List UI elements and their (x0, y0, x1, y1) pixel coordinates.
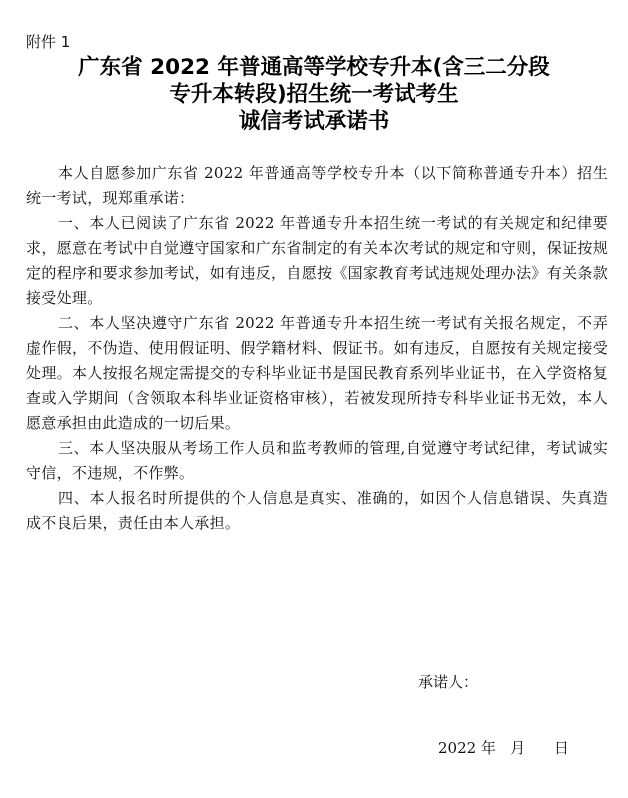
title-line-2: 专升本转段)招生统一考试考生 (169, 82, 459, 107)
title-line-3: 诚信考试承诺书 (238, 109, 390, 134)
date-line: 2022 年 月 日 (438, 739, 569, 757)
title-line-1: 广东省 2022 年普通高等学校专升本(含三二分段 (78, 55, 550, 80)
attachment-label: 附件 1 (26, 33, 71, 51)
pledge-paragraph-3: 三、本人坚决服从考场工作人员和监考教师的管理,自觉遵守考试纪律，考试诚实守信，不违规，不作弊。 (26, 439, 608, 482)
intro-paragraph: 本人自愿参加广东省 2022 年普通高等学校专升本（以下简称普通专升本）招生统一考试，现郑重承诺： (26, 164, 608, 207)
pledge-paragraph-4: 四、本人报名时所提供的个人信息是真实、准确的，如因个人信息错误、失真造成不良后果，责任由本人承担。 (26, 489, 608, 532)
pledge-body (26, 161, 608, 536)
pledge-paragraph-1: 一、本人已阅读了广东省 2022 年普通专升本招生统一考试的有关规定和纪律要求，愿意在考试中自觉遵守国家和广东省制定的有关本次考试的规定和守则，保证按规定的程序和要求参加考试，如有违反，自愿按《国家教育考试违规处理办法》有关条款接受处理。 (26, 214, 608, 307)
pledge-paragraph-2: 二、本人坚决遵守广东省 2022 年普通专升本招生统一考试有关报名规定，不弄虚作假，不伪造、使用假证明、假学籍材料、假证书。如有违反，自愿按有关规定接受处理。本人按报名规定需提交的专科毕业证书是国民教育系列毕业证书，在入学资格复查或入学期间（含领取本科毕业证资格审核），若被发现所持专科毕业证书无效，本人愿意承担由此造成的一切后果。 (26, 314, 608, 432)
document-title (30, 54, 598, 135)
signature-label: 承诺人： (418, 673, 479, 691)
